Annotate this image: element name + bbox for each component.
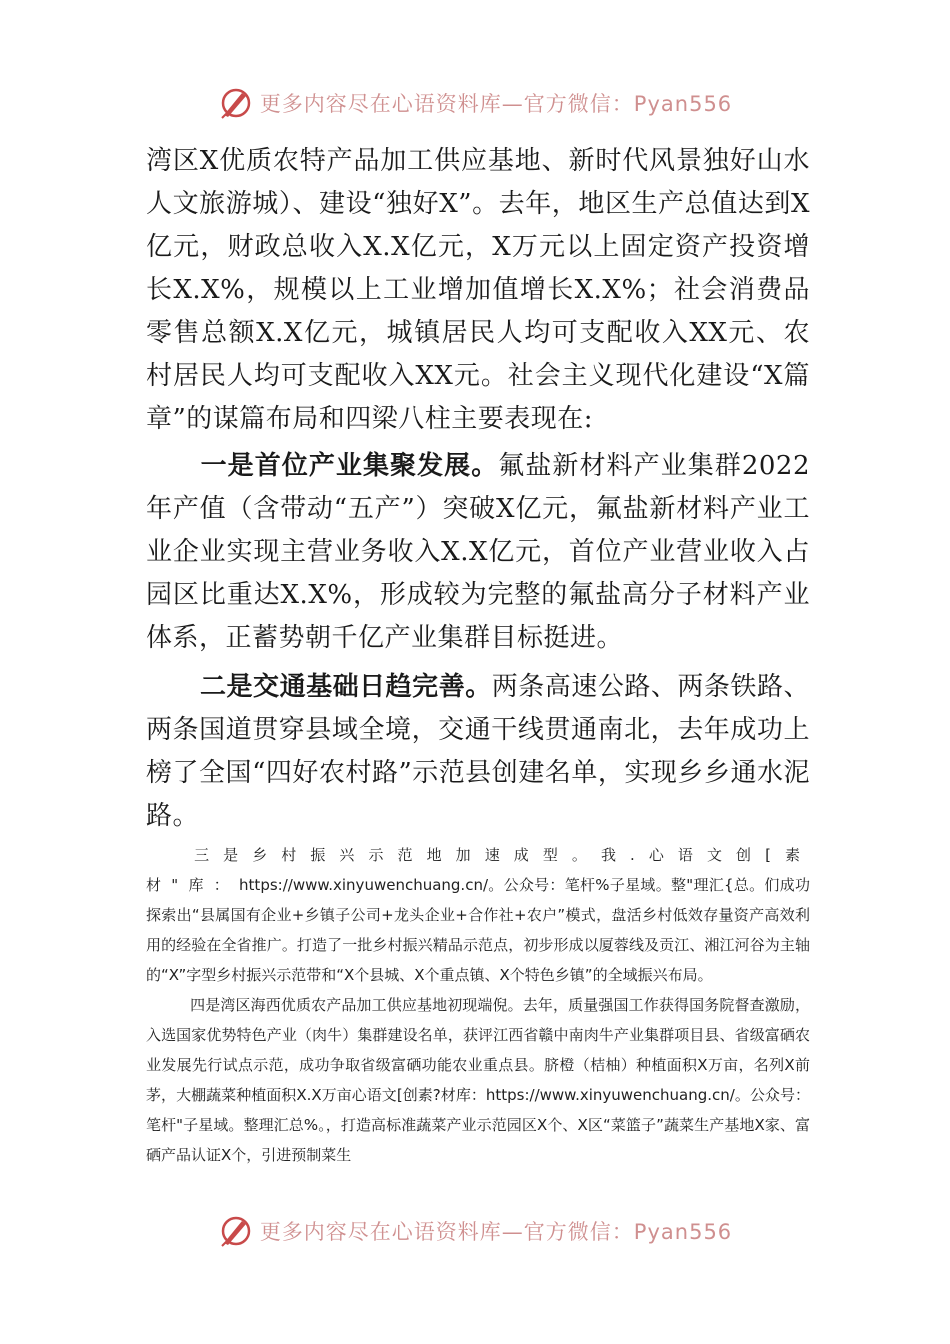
paragraph-3 — [146, 666, 810, 838]
pen-logo-icon — [218, 85, 254, 121]
paragraph-2-heading: 一是首位产业集聚发展。 — [200, 451, 499, 481]
paragraph-2-body: 氟盐新材料产业集群2022年产值（含带动“五产”）突破X亿元，氟盐新材料产业工业企业实现主营业务收入X.X亿元，首位产业营业收入占园区比重达X.X%，形成较为完整的氟盐高分子材料产业体系，正蓄势朝千亿产业集群目标挺进。 — [146, 451, 810, 653]
paragraph-5 — [146, 990, 810, 1170]
paragraph-4-spaced: 三是乡村振兴示范地加速成型。我.心语文创[素材"库： — [146, 846, 810, 894]
pen-logo-icon — [218, 1213, 254, 1249]
paragraph-3-heading: 二是交通基础日趋完善。 — [200, 672, 492, 702]
paragraph-4-rest: https://www.xinyuwenchuang.cn/。公众号：笔杆%子星域。整"理汇{总。们成功探索出“县属国有企业+乡镇子公司+龙头企业+合作社+农户”模式，盘活乡村低效存量资产高效利用的经验在全省推广。打造了一批乡村振兴精品示范点，初步形成以厦蓉线及贡江、湘江河谷为主轴的“X”字型乡村振兴示范带和“X个县城、X个重点镇、X个特色乡镇”的全域振兴布局。 — [146, 876, 810, 984]
footer-banner-text: 更多内容尽在心语资料库—官方微信：Pyan556 — [259, 1220, 733, 1244]
paragraph-2 — [146, 445, 810, 660]
header-banner-text: 更多内容尽在心语资料库—官方微信：Pyan556 — [259, 92, 733, 116]
paragraph-5-text: 四是湾区海西优质农产品加工供应基地初现端倪。去年，质量强国工作获得国务院督查激励，入选国家优势特色产业（肉牛）集群建设名单，获评江西省赣中南肉牛产业集群项目县、省级富硒农业发展先行试点示范，成功争取省级富硒功能农业重点县。脐橙（桔柚）种植面积X万亩，名列X前茅，大棚蔬菜种植面积X.X万亩心语文[创素?材库：https://www.xinyuwenchuang.cn/。公众号：笔杆"子星域。整理汇总%。，打造高标准蔬菜产业示范园区X个、X区“菜篮子”蔬菜生产基地X家、富硒产品认证X个，引进预制菜生 — [146, 996, 810, 1164]
footer-banner — [0, 1206, 950, 1256]
paragraph-4 — [146, 840, 810, 990]
paragraph-3-body: 两条高速公路、两条铁路、两条国道贯穿县域全境，交通干线贯通南北，去年成功上榜了全国“四好农村路”示范县创建名单，实现乡乡通水泥路。 — [146, 672, 810, 831]
header-banner — [0, 78, 950, 128]
paragraph-1: 湾区X优质农特产品加工供应基地、新时代风景独好山水人文旅游城）、建设“独好X”。去年，地区生产总值达到X亿元，财政总收入X.X亿元，X万元以上固定资产投资增长X.X%，规模以上工业增加值增长X.X%；社会消费品零售总额X.X亿元，城镇居民人均可支配收入XX元、农村居民人均可支配收入XX元。社会主义现代化建设“X篇章”的谋篇布局和四梁八柱主要表现在: — [146, 146, 810, 434]
